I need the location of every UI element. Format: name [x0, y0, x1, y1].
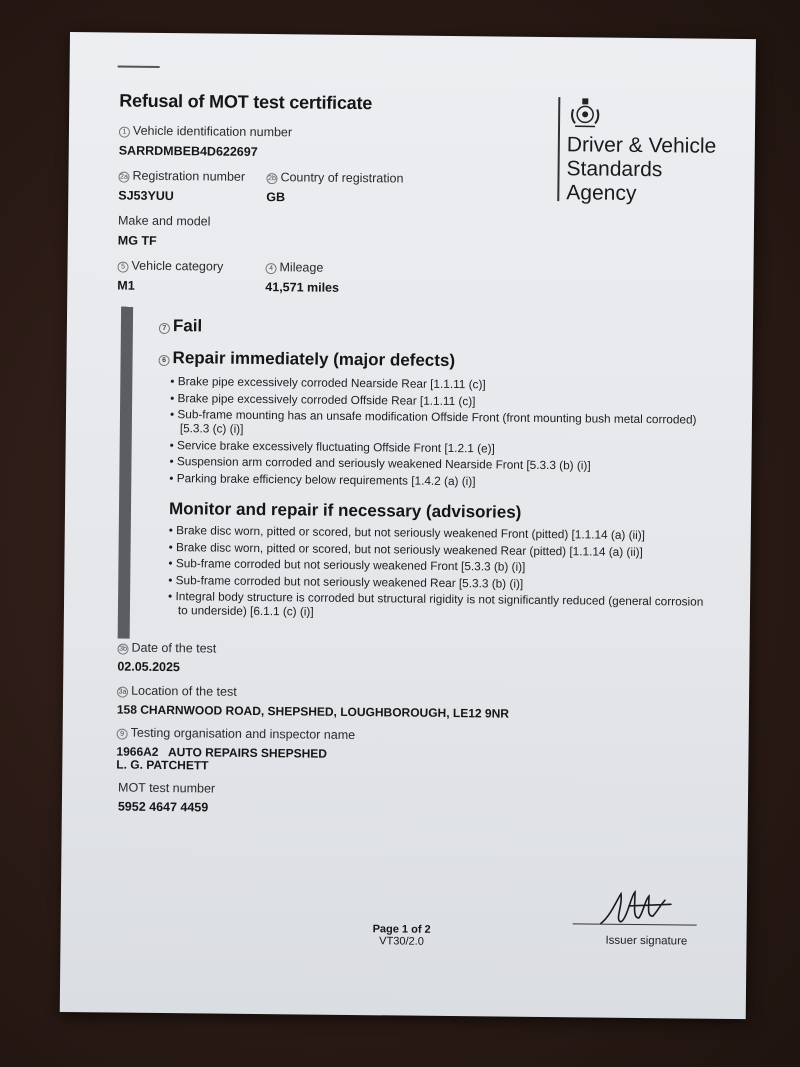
list-item: • Brake disc worn, pitted or scored, but not seriously weakened Rear (pitted) [1.1.14 (a) (ii)]: [169, 540, 709, 560]
list-item: • Sub-frame corroded but not seriously weakened Rear [5.3.3 (b) (i)]: [168, 573, 708, 593]
agency-line-1: Driver & Vehicle: [566, 133, 717, 158]
certificate-title: Refusal of MOT test certificate: [119, 90, 373, 114]
list-item: • Brake pipe excessively corroded Offside Rear [1.1.11 (c)]: [170, 391, 710, 411]
agency-name: [566, 133, 716, 207]
country-value: GB: [266, 190, 286, 205]
registration-label: 2a Registration number: [120, 168, 246, 184]
advisories-heading: Monitor and repair if necessary (advisories): [168, 499, 522, 522]
list-item: • Suspension arm corroded and seriously weakened Nearside Front [5.3.3 (b) (i)]: [169, 454, 709, 474]
test-location-label: 3a Location of the test: [118, 683, 237, 699]
form-code: VT30/2.0: [379, 935, 424, 948]
field-number: 2b: [266, 173, 277, 184]
header-dash: [118, 66, 160, 68]
page-footer: [372, 923, 430, 948]
test-date-label: 3b Date of the test: [119, 640, 217, 656]
field-number: 5: [117, 262, 128, 273]
list-item: • Service brake excessively fluctuating Offside Front [1.2.1 (e)]: [170, 438, 710, 458]
field-number: 6: [159, 355, 170, 366]
country-label: 2b Country of registration: [268, 170, 404, 186]
page-number: Page 1 of 2: [372, 923, 431, 936]
category-label: 5 Vehicle category: [117, 259, 223, 274]
test-date-value: 02.05.2025: [117, 659, 180, 675]
mot-number-label: MOT test number: [118, 780, 216, 796]
field-number: 2a: [118, 172, 129, 183]
vin-value: SARRDMBEB4D622697: [118, 143, 258, 159]
testing-org-label: 9 Testing organisation and inspector name: [117, 726, 356, 742]
registration-value: SJ53YUU: [118, 188, 174, 204]
mileage-label: 4 Mileage: [265, 260, 323, 275]
list-item: • Sub-frame corroded but not seriously weakened Front [5.3.3 (b) (i)]: [168, 556, 708, 576]
testing-org-value: 1966A2 AUTO REPAIRS SHEPSHED: [116, 744, 328, 761]
major-defects-heading: 6 Repair immediately (major defects): [158, 348, 455, 371]
result-heading: 7 Fail: [159, 316, 203, 336]
list-item: • Integral body structure is corroded but structural rigidity is not significantly reduced (general corrosion to underside) [6.1.1 (c) (i)]: [168, 589, 708, 623]
field-number: 4: [265, 263, 276, 274]
list-item: • Brake disc worn, pitted or scored, but not seriously weakened Front (pitted) [1.1.14 (a) (ii)]: [169, 523, 709, 543]
agency-line-2: Standards: [566, 157, 663, 182]
inspector-name: L. G. PATCHETT: [116, 757, 209, 773]
field-number: 7: [159, 323, 170, 334]
mot-number-value: 5952 4647 4459: [117, 799, 209, 815]
category-value: M1: [117, 278, 135, 293]
field-number: 9: [117, 729, 128, 740]
list-item: • Sub-frame mounting has an unsafe modification Offside Front (front mounting bush metal corroded) [5.3.3 (c) (i)]: [170, 407, 710, 441]
mot-certificate: [60, 32, 756, 1019]
make-model-label: Make and model: [117, 213, 211, 229]
make-model-value: MG TF: [117, 233, 157, 248]
field-number: 1: [119, 127, 130, 138]
list-item: • Brake pipe excessively corroded Nearside Rear [1.1.11 (c)]: [170, 374, 710, 394]
agency-divider: [557, 97, 560, 201]
mileage-value: 41,571 miles: [265, 280, 340, 295]
advisories-list: [168, 523, 709, 625]
field-number: 3b: [117, 644, 128, 655]
major-defects-list: [169, 374, 710, 493]
vin-label: 1 Vehicle identification number: [119, 124, 292, 140]
signature-label: Issuer signature: [605, 934, 688, 948]
royal-crest-icon: [567, 95, 603, 129]
field-number: 3a: [117, 687, 128, 698]
result-side-bar: [118, 307, 133, 639]
list-item: • Parking brake efficiency below requirements [1.4.2 (a) (i)]: [169, 471, 709, 491]
agency-line-3: Agency: [566, 181, 637, 205]
test-location-value: 158 CHARNWOOD ROAD, SHEPSHED, LOUGHBOROUGH, LE12 9NR: [116, 702, 510, 721]
